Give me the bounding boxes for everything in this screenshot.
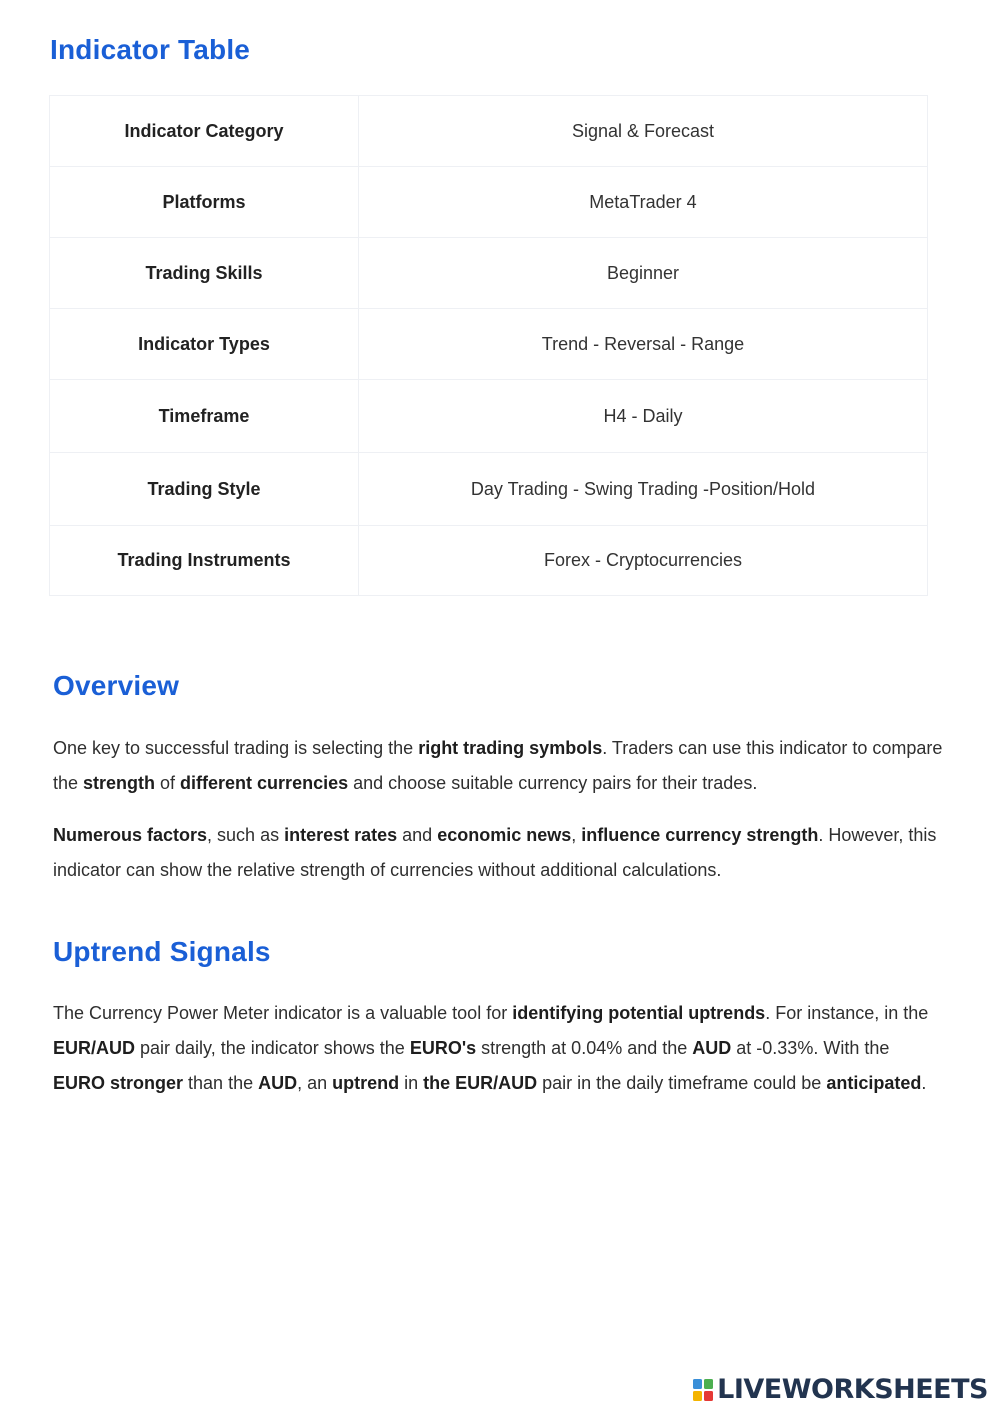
table-row [50,526,928,596]
overview-paragraph-2 [53,818,943,888]
text-run: than the [183,1073,259,1093]
table-value-cell: Forex - Cryptocurrencies [359,526,928,596]
table-value-cell: Trend - Reversal - Range [359,309,928,380]
table-key-cell: Trading Style [50,453,359,526]
text-run: and [397,825,438,845]
table-row [50,380,928,453]
table-key-cell: Indicator Category [50,96,359,167]
bold-text-run: EURO stronger [53,1073,184,1093]
bold-text-run: economic news [437,825,572,845]
text-run: . For instance, in the [765,1003,929,1023]
table-value-cell: MetaTrader 4 [359,167,928,238]
bold-text-run: AUD [258,1073,298,1093]
bold-text-run: anticipated [826,1073,922,1093]
bold-text-run: EURO's [409,1038,477,1058]
table-key-cell: Trading Instruments [50,526,359,596]
table-key-cell: Trading Skills [50,238,359,309]
bold-text-run: interest rates [284,825,398,845]
bold-text-run: strength [83,773,156,793]
table-value-cell: H4 - Daily [359,380,928,453]
bold-text-run: identifying potential uptrends [512,1003,766,1023]
text-run: One key to successful trading is selecting the [53,738,419,758]
text-run: strength at 0.04% and the [476,1038,693,1058]
bold-text-run: uptrend [332,1073,400,1093]
table-value-cell: Beginner [359,238,928,309]
table-row [50,453,928,526]
indicator-table-heading: Indicator Table [50,34,251,65]
text-run: of [155,773,181,793]
text-run: pair daily, the indicator shows the [135,1038,410,1058]
overview-heading: Overview [53,670,180,701]
text-run: . Traders can use this indicator to compare the [53,738,943,793]
brand-name: LIVEWORKSHEETS [717,1374,988,1405]
text-run: , such as [207,825,285,845]
table-row [50,309,928,380]
table-row [50,167,928,238]
text-run: . However, this indicator can show the relative strength of currencies without additional calculations. [53,825,937,880]
text-run: and choose suitable currency pairs for their trades. [348,773,758,793]
table-value-cell: Signal & Forecast [359,96,928,167]
bold-text-run: influence currency strength [581,825,819,845]
table-row [50,238,928,309]
text-run: The Currency Power Meter indicator is a valuable tool for [53,1003,513,1023]
table-key-cell: Platforms [50,167,359,238]
text-run: at -0.33%. With the [731,1038,890,1058]
bold-text-run: the EUR/AUD [423,1073,538,1093]
bold-text-run: right trading symbols [418,738,603,758]
liveworksheets-brand [693,1374,988,1405]
uptrend-paragraph [53,996,943,1101]
liveworksheets-logo-icon [693,1379,713,1401]
bold-text-run: different currencies [180,773,349,793]
overview-paragraph-1 [53,731,943,801]
table-value-cell: Day Trading - Swing Trading -Position/Hold [359,453,928,526]
bold-text-run: Numerous factors [53,825,208,845]
text-run: . [921,1073,927,1093]
bold-text-run: EUR/AUD [53,1038,136,1058]
table-key-cell: Timeframe [50,380,359,453]
text-run: in [399,1073,424,1093]
uptrend-signals-heading: Uptrend Signals [53,936,271,967]
table-key-cell: Indicator Types [50,309,359,380]
text-run: pair in the daily timeframe could be [537,1073,827,1093]
text-run: , an [297,1073,333,1093]
bold-text-run: AUD [692,1038,732,1058]
text-run: , [571,825,582,845]
table-row [50,96,928,167]
indicator-table [49,95,928,596]
